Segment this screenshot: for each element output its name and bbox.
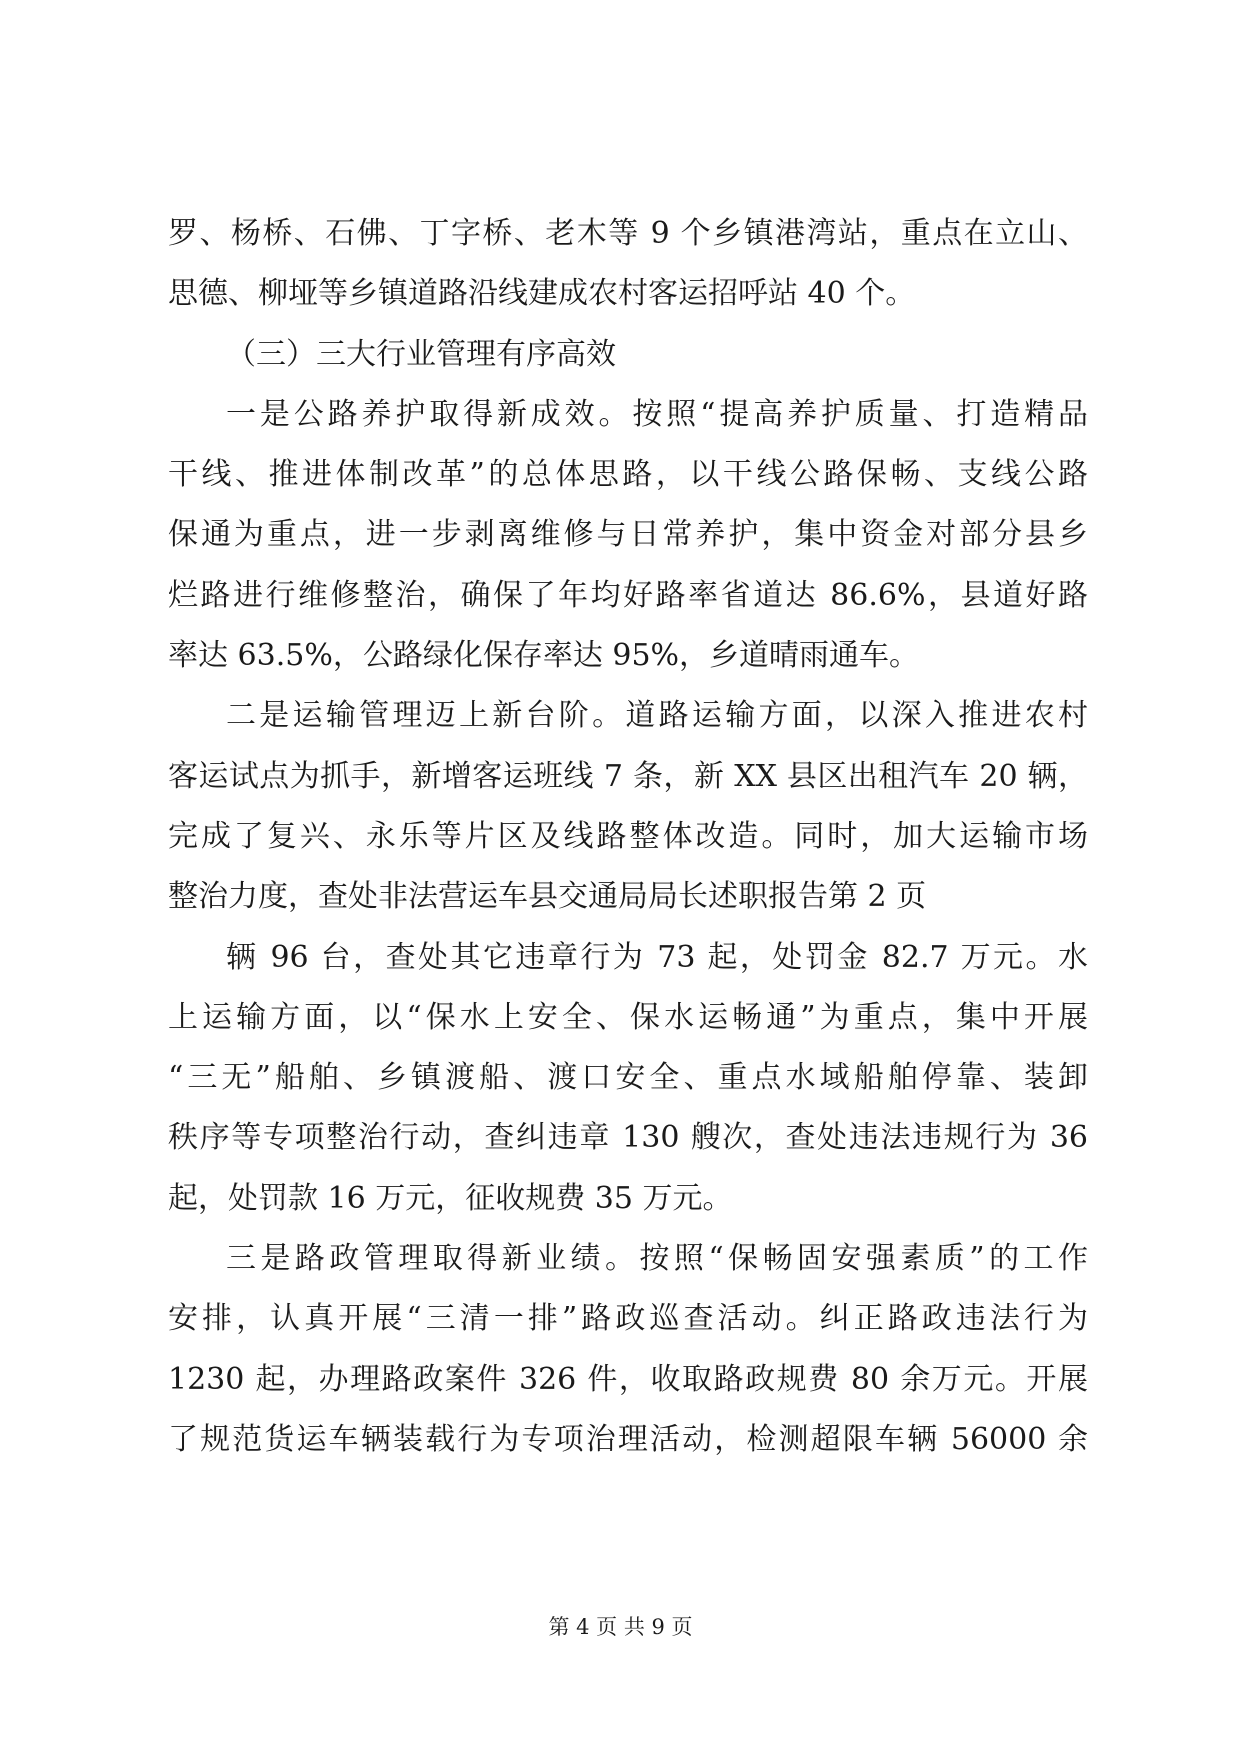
- text-line: 三是路政管理取得新业绩。按照“保畅固安强素质”的工作: [226, 1241, 1088, 1277]
- page-number-label: 第 4 页 共 9 页: [548, 1615, 693, 1639]
- text-line: 率达 63.5%，公路绿化保存率达 95%，乡道晴雨通车。: [168, 638, 920, 674]
- text-line: 干线、推进体制改革”的总体思路，以干线公路保畅、支线公路: [168, 457, 1088, 493]
- text-line: 秩序等专项整治行动，查纠违章 130 艘次，查处违法违规行为 36: [168, 1120, 1088, 1156]
- text-line: 保通为重点，进一步剥离维修与日常养护，集中资金对部分县乡: [168, 517, 1088, 553]
- text-line: 罗、杨桥、石佛、丁字桥、老木等 9 个乡镇港湾站，重点在立山、: [168, 216, 1088, 251]
- text-line: 整治力度，查处非法营运车县交通局局长述职报告第 2 页: [168, 879, 927, 915]
- text-line: 上运输方面，以“保水上安全、保水运畅通”为重点，集中开展: [168, 999, 1088, 1035]
- text-line: 二是运输管理迈上新台阶。道路运输方面，以深入推进农村: [226, 698, 1088, 734]
- text-line: 客运试点为抓手，新增客运班线 7 条，新 XX 县区出租汽车 20 辆，: [168, 758, 1088, 794]
- text-line: 一是公路养护取得新成效。按照“提高养护质量、打造精品: [226, 396, 1088, 432]
- text-line: 辆 96 台，查处其它违章行为 73 起，处罚金 82.7 万元。水: [226, 939, 1088, 975]
- text-line: 安排，认真开展“三清一排”路政巡查活动。纠正路政违法行为: [168, 1301, 1088, 1337]
- text-line: 1230 起，办理路政案件 326 件，收取路政规费 80 余万元。开展: [168, 1361, 1088, 1397]
- text-line: “三无”船舶、乡镇渡船、渡口安全、重点水域船舶停靠、装卸: [168, 1060, 1088, 1096]
- document-body: [168, 204, 1088, 1470]
- page-footer: [0, 1612, 1241, 1642]
- text-line: 了规范货运车辆装载行为专项治理活动，检测超限车辆 56000 余: [168, 1421, 1088, 1457]
- text-line: 起，处罚款 16 万元，征收规费 35 万元。: [168, 1180, 733, 1216]
- text-line: 烂路进行维修整治，确保了年均好路率省道达 86.6%，县道好路: [168, 577, 1088, 613]
- section-heading: （三）三大行业管理有序高效: [226, 336, 616, 372]
- text-line: 完成了复兴、永乐等片区及线路整体改造。同时，加大运输市场: [168, 818, 1088, 854]
- text-line: 思德、柳垭等乡镇道路沿线建成农村客运招呼站 40 个。: [168, 276, 916, 312]
